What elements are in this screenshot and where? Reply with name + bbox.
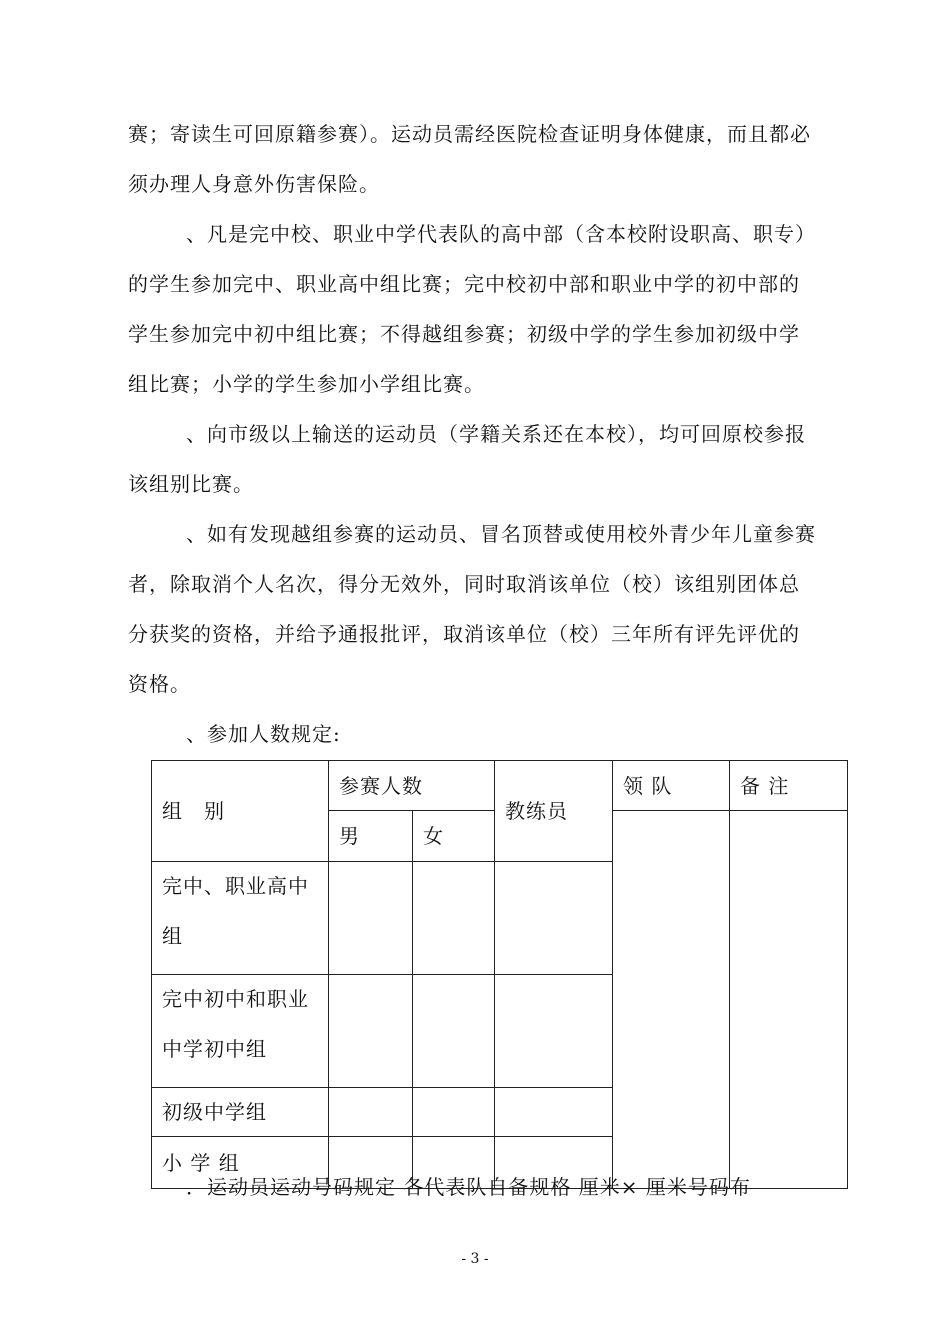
row-label-line: 完中、职业高中 xyxy=(162,874,309,898)
paragraph-4-line-2: 者，除取消个人名次，得分无效外，同时取消该单位（校）该组别团体总 xyxy=(128,572,800,596)
header-remarks-label: 备 注 xyxy=(740,773,790,798)
male-cell xyxy=(329,975,413,1088)
header-participants xyxy=(329,761,495,811)
header-coach xyxy=(495,761,613,862)
female-cell xyxy=(413,862,495,975)
row-label-cell xyxy=(152,1088,329,1137)
header-participants-label: 参赛人数 xyxy=(339,773,423,798)
paragraph-4-line-4: 资格。 xyxy=(128,672,191,696)
paragraph-4-line-3: 分获奖的资格，并给予通报批评，取消该单位（校）三年所有评先评优的 xyxy=(128,622,800,646)
page-number: - 3 - xyxy=(461,1251,489,1267)
row-label-line: 完中初中和职业 xyxy=(162,987,309,1011)
male-cell xyxy=(329,1088,413,1137)
female-cell xyxy=(413,975,495,1088)
header-group xyxy=(152,761,329,862)
paragraph-2-line-3: 学生参加完中初中组比赛；不得越组参赛；初级中学的学生参加初级中学 xyxy=(128,322,800,346)
row-label-line: 初级中学组 xyxy=(162,1100,267,1124)
male-cell xyxy=(329,862,413,975)
header-coach-label: 教练员 xyxy=(505,799,568,823)
coach-cell xyxy=(495,1088,613,1137)
row-label-cell xyxy=(152,862,329,975)
row-label-line: 小 学 组 xyxy=(162,1150,240,1175)
header-female xyxy=(413,811,495,862)
participants-table xyxy=(151,760,848,1189)
paragraph-4-line-1: 、如有发现越组参赛的运动员、冒名顶替或使用校外青少年儿童参赛 xyxy=(186,522,816,546)
paragraph-3-line-1: 、向市级以上输送的运动员（学籍关系还在本校），均可回原校参报 xyxy=(186,422,806,446)
header-male-label: 男 xyxy=(339,824,360,848)
header-female-label: 女 xyxy=(423,824,444,848)
leader-cell xyxy=(613,811,730,1189)
paragraph-5-line-1: 、参加人数规定: xyxy=(186,722,341,746)
paragraph-2-line-4: 组比赛；小学的学生参加小学组比赛。 xyxy=(128,372,485,396)
header-remarks xyxy=(730,761,848,811)
row-label-cell xyxy=(152,975,329,1088)
coach-cell xyxy=(495,862,613,975)
row-label-line: 组 xyxy=(162,924,183,948)
row-label-line: 中学初中组 xyxy=(162,1037,267,1061)
header-group-label: 组 别 xyxy=(162,799,225,823)
paragraph-2-line-1: 、凡是完中校、职业中学代表队的高中部（含本校附设职高、职专） xyxy=(186,222,816,246)
header-leader-label: 领 队 xyxy=(623,773,673,798)
paragraph-1-line-2: 须办理人身意外伤害保险。 xyxy=(128,172,380,196)
remarks-cell xyxy=(730,811,848,1189)
coach-cell xyxy=(495,975,613,1088)
paragraph-6-line-1: ．运动员运动号码规定 各代表队自备规格 厘米× 厘米号码布 xyxy=(186,1175,751,1199)
paragraph-1-line-1: 赛；寄读生可回原籍参赛）。运动员需经医院检查证明身体健康，而且都必 xyxy=(128,122,811,146)
paragraph-2-line-2: 的学生参加完中、职业高中组比赛；完中校初中部和职业中学的初中部的 xyxy=(128,272,800,296)
header-leader xyxy=(613,761,730,811)
female-cell xyxy=(413,1088,495,1137)
paragraph-3-line-2: 该组别比赛。 xyxy=(128,472,254,496)
header-male xyxy=(329,811,413,862)
